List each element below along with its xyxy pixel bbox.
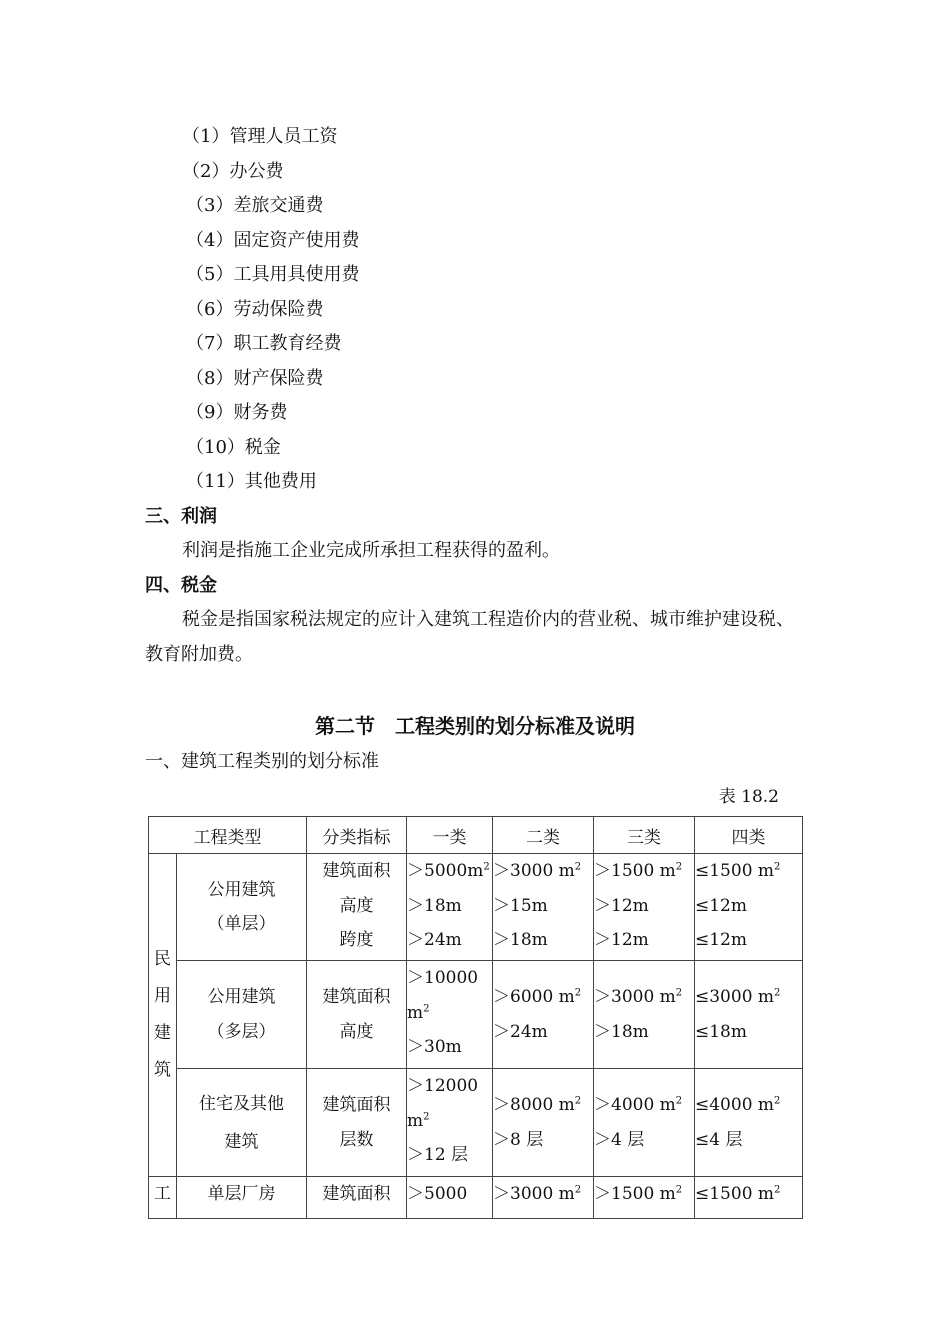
index-cell: 建筑面积 层数 [307,1069,407,1177]
group-label-industrial: 工 [149,1177,177,1219]
class1-cell: ＞10000 $m^2$ ＞30m [407,961,493,1069]
class3-cell: ＞3000 $m^2$ ＞18m [594,961,695,1069]
header-cell: 分类指标 [307,817,407,854]
profit-heading: 三、利润 [145,506,217,527]
table-header-row [149,817,803,854]
class1-cell: ＞12000 $m^2$ ＞12 层 [407,1069,493,1177]
class4-cell: ≤4000 $m^2$ ≤4 层 [695,1069,803,1177]
class2-cell: ＞8000 $m^2$ ＞8 层 [493,1069,594,1177]
header-cell: 二类 [493,817,594,854]
section-title: 第二节 工程类别的划分标准及说明 [315,714,635,738]
index-cell: 建筑面积 高度 [307,961,407,1069]
table-row [149,1069,803,1177]
list-item: （6）劳动保险费 [186,299,324,320]
type-cell: 住宅及其他 建筑 [177,1069,307,1177]
list-item: （1）管理人员工资 [182,126,338,147]
index-cell: 建筑面积 [307,1177,407,1219]
list-item: （11）其他费用 [186,471,317,492]
class2-cell: ＞6000 $m^2$ ＞24m [493,961,594,1069]
profit-text: 利润是指施工企业完成所承担工程获得的盈利。 [182,540,560,561]
table-row [149,854,803,961]
header-cell: 三类 [594,817,695,854]
table-row [149,961,803,1069]
type-cell: 公用建筑 （多层） [177,961,307,1069]
header-cell: 一类 [407,817,493,854]
class2-cell: ＞3000 $m^2$ ＞15m ＞18m [493,854,594,961]
table-row [149,1177,803,1219]
list-item: （5）工具用具使用费 [186,264,360,285]
list-item: （7）职工教育经费 [186,333,342,354]
class4-cell: ≤1500 $m^2$ [695,1177,803,1219]
list-item: （2）办公费 [182,161,284,182]
class3-cell: ＞4000 $m^2$ ＞4 层 [594,1069,695,1177]
section-subheading: 一、建筑工程类别的划分标准 [145,751,379,772]
class3-cell: ＞1500 $m^2$ ＞12m ＞12m [594,854,695,961]
type-cell: 单层厂房 [177,1177,307,1219]
tax-text: 税金是指国家税法规定的应计入建筑工程造价内的营业税、城市维护建设税、教育附加费。 [145,609,794,665]
class1-cell: ＞5000 [407,1177,493,1219]
tax-heading: 四、税金 [145,575,217,596]
list-item: （8）财产保险费 [186,368,324,389]
table-caption: 表 18.2 [718,787,779,807]
list-item: （10）税金 [186,437,281,458]
list-item: （3）差旅交通费 [186,195,324,216]
class2-cell: ＞3000 $m^2$ [493,1177,594,1219]
header-cell: 四类 [695,817,803,854]
type-cell: 公用建筑 （单层） [177,854,307,961]
header-cell: 工程类型 [149,817,307,854]
list-item: （9）财务费 [186,402,288,423]
index-cell: 建筑面积 高度 跨度 [307,854,407,961]
group-label-civil: 民 用 建 筑 [149,854,177,1177]
class4-cell: ≤3000 $m^2$ ≤18m [695,961,803,1069]
classification-table [148,816,803,1219]
class1-cell: $>5000m^2$ ＞18m ＞24m [407,854,493,961]
class3-cell: ＞1500 $m^2$ [594,1177,695,1219]
class4-cell: ≤1500 $m^2$ ≤12m ≤12m [695,854,803,961]
list-item: （4）固定资产使用费 [186,230,360,251]
